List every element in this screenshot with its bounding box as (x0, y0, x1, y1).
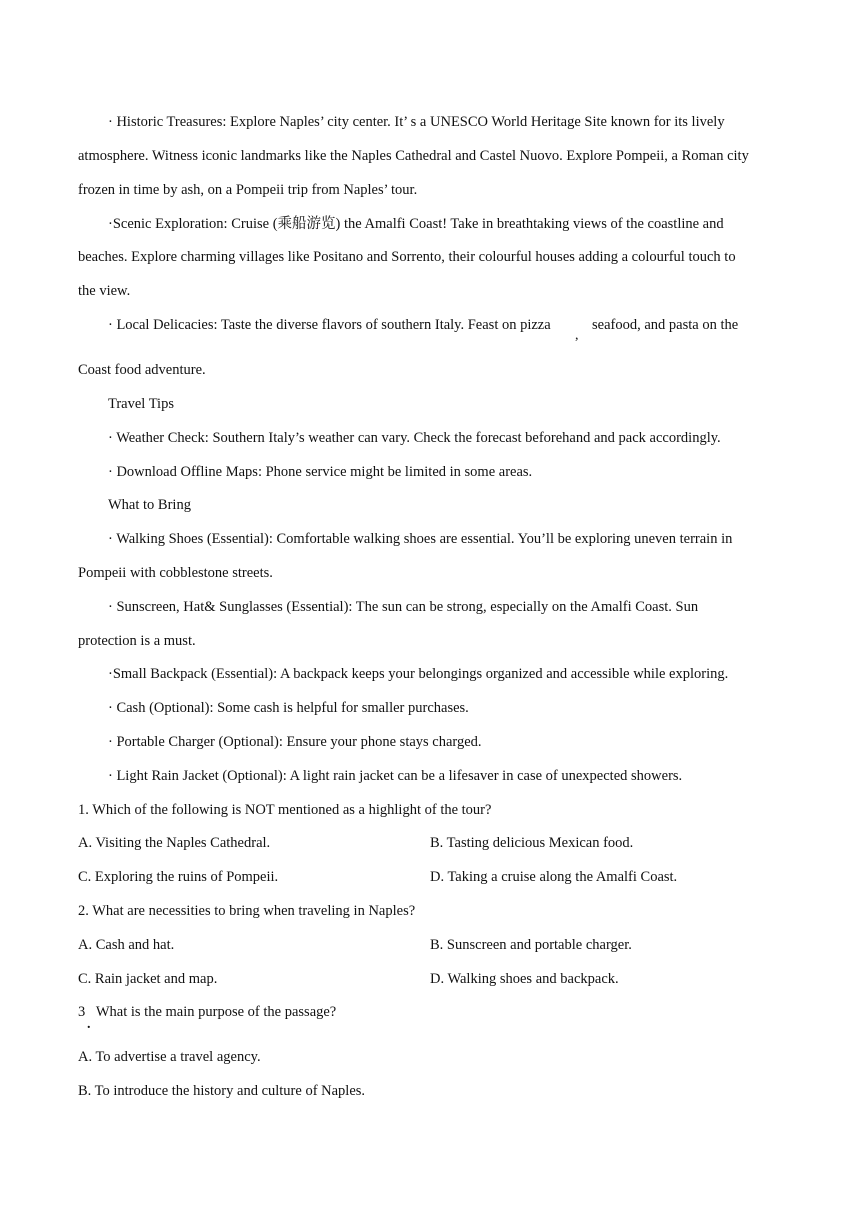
question-1-option-b: B. Tasting delicious Mexican food. (430, 835, 634, 851)
question-1-stem: 1. Which of the following is NOT mentioned as a highlight of the tour? (78, 802, 492, 818)
offline-maps-tip: · Download Offline Maps: Phone service might be limited in some areas. (108, 464, 533, 480)
scenic-exploration-line-1: ·Scenic Exploration: Cruise (乘船游览) the Amalfi Coast! Take in breathtaking views of the coastline and (108, 216, 724, 232)
scenic-exploration-line-2: beaches. Explore charming villages like Positano and Sorrento, their colourful houses adding a colourful touch to (78, 249, 736, 265)
question-2-option-b: B. Sunscreen and portable charger. (430, 937, 632, 953)
rain-jacket-item: · Light Rain Jacket (Optional): A light rain jacket can be a lifesaver in case of unexpected showers. (108, 768, 683, 784)
weather-check-tip: · Weather Check: Southern Italy’s weather can vary. Check the forecast beforehand and pack accordingly. (108, 430, 721, 446)
historic-treasures-line-3: frozen in time by ash, on a Pompeii trip from Naples’ tour. (78, 182, 418, 198)
walking-shoes-line-2: Pompeii with cobblestone streets. (78, 565, 273, 581)
sunscreen-line-1: · Sunscreen, Hat& Sunglasses (Essential): The sun can be strong, especially on the Amalfi Coast. Sun (108, 599, 699, 615)
question-1-option-c: C. Exploring the ruins of Pompeii. (78, 869, 279, 885)
travel-tips-heading: Travel Tips (108, 396, 174, 412)
question-3-option-a: A. To advertise a travel agency. (78, 1049, 261, 1065)
question-3-option-b: B. To introduce the history and culture of Naples. (78, 1083, 366, 1099)
small-backpack-item: ·Small Backpack (Essential): A backpack keeps your belongings organized and accessible while exploring. (108, 666, 729, 682)
historic-treasures-line-1: · Historic Treasures: Explore Naples’ city center. It’ s a UNESCO World Heritage Site known for its lively (108, 114, 725, 130)
walking-shoes-line-1: · Walking Shoes (Essential): Comfortable walking shoes are essential. You’ll be exploring uneven terrain in (108, 531, 733, 547)
question-3-stem: 3 What is the main purpose of the passage? (78, 1004, 337, 1020)
local-delicacies-line-1b: seafood, and pasta on the (592, 317, 739, 333)
historic-treasures-line-2: atmosphere. Witness iconic landmarks like the Naples Cathedral and Castel Nuovo. Explore Pompeii, a Roman city (78, 148, 749, 164)
portable-charger-item: · Portable Charger (Optional): Ensure your phone stays charged. (108, 734, 482, 750)
what-to-bring-heading: What to Bring (108, 497, 191, 513)
local-delicacies-line-2: Coast food adventure. (78, 362, 206, 378)
question-2-stem: 2. What are necessities to bring when traveling in Naples? (78, 903, 416, 919)
question-1-option-a: A. Visiting the Naples Cathedral. (78, 835, 271, 851)
question-3-dot: . (87, 1017, 91, 1032)
question-1-option-d: D. Taking a cruise along the Amalfi Coast. (430, 869, 678, 885)
local-delicacies-line-1a: · Local Delicacies: Taste the diverse flavors of southern Italy. Feast on pizza (108, 317, 551, 333)
question-2-option-a: A. Cash and hat. (78, 937, 175, 953)
question-2-option-d: D. Walking shoes and backpack. (430, 971, 619, 987)
cash-item: · Cash (Optional): Some cash is helpful for smaller purchases. (108, 700, 469, 716)
sunscreen-line-2: protection is a must. (78, 633, 196, 649)
question-2-option-c: C. Rain jacket and map. (78, 971, 218, 987)
scenic-exploration-line-3: the view. (78, 283, 131, 299)
local-delicacies-comma: , (575, 328, 579, 343)
